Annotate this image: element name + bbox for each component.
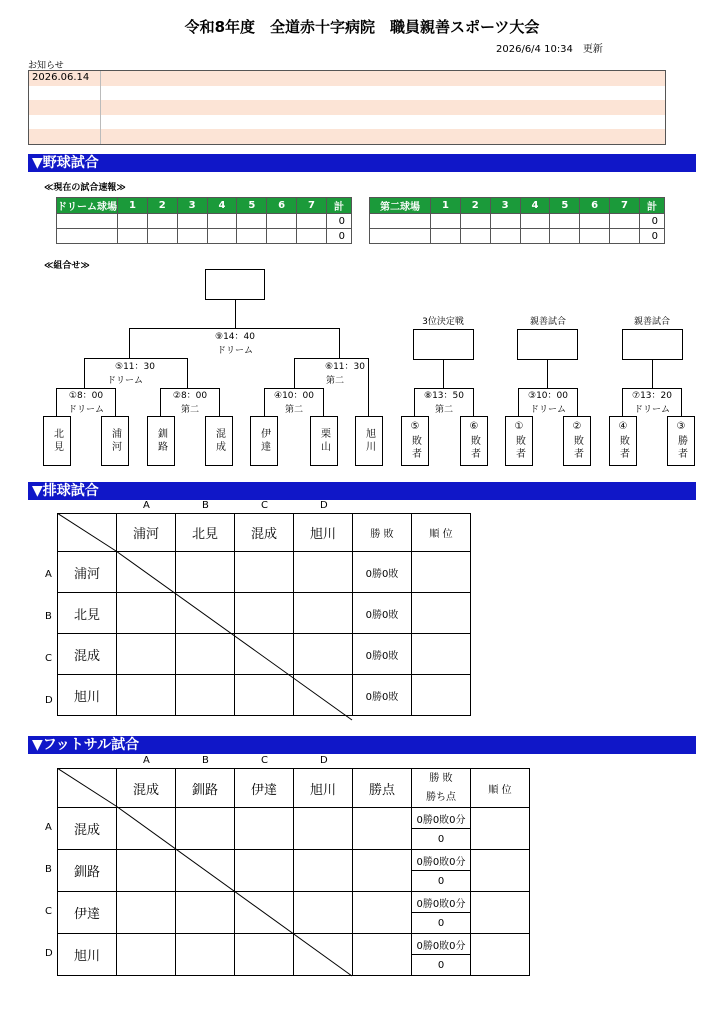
table-row: 伊達 0勝0敗0分 — [58, 892, 530, 913]
table-row: 旭川 0勝0敗0分 — [58, 934, 530, 955]
table-row: 旭川 0勝0敗 — [58, 675, 471, 716]
game-4-venue: 第二 — [284, 405, 303, 415]
field-name: ドリーム球場 — [57, 198, 118, 214]
team-urakawa: 浦河 — [101, 416, 129, 466]
champion-box — [205, 269, 265, 300]
table-row: 北見 0勝0敗 — [58, 593, 471, 634]
team-kitami: 北見 — [43, 416, 71, 466]
futsal-diagonal-lines — [57, 768, 357, 980]
game-9-venue: ドリーム — [216, 346, 253, 356]
game-5-venue: ドリーム — [106, 376, 143, 386]
table-row: 混成 0勝0敗0分 — [58, 808, 530, 829]
team-loser-2: ②敗者 — [563, 416, 591, 466]
pairing-label: ≪組合せ≫ — [44, 261, 90, 271]
game-4-time: ④10：00 — [274, 391, 314, 401]
news-date: 2026.06.14 — [29, 71, 101, 86]
game-6-time: ⑥11：30 — [325, 362, 365, 372]
game-3-time: ③10：00 — [528, 391, 568, 401]
volleyball-diagonal-lines — [57, 513, 357, 723]
scoreboard-second: 第二球場 1 2 3 4 5 6 7 計 0 0 — [369, 197, 665, 244]
score-row: 0 — [370, 229, 665, 244]
game-6-venue: 第二 — [325, 376, 344, 386]
team-date: 伊達 — [250, 416, 278, 466]
news-box — [28, 70, 666, 145]
futsal-section-header: ▼フットサル試合 — [28, 736, 696, 754]
table-row: 釧路 0勝0敗0分 — [58, 850, 530, 871]
game-7-time: ⑦13：20 — [632, 391, 672, 401]
volleyball-section-header: ▼排球試合 — [28, 482, 696, 500]
news-row — [29, 115, 665, 130]
page-title: 令和8年度 全道赤十字病院 職員親善スポーツ大会 — [184, 18, 540, 36]
news-row — [29, 100, 665, 115]
game-5-time: ⑤11：30 — [115, 362, 155, 372]
score-row: 0 — [370, 214, 665, 229]
game-8-time: ⑧13：50 — [424, 391, 464, 401]
scoreboard-dream: ドリーム球場 1 2 3 4 5 6 7 計 0 0 — [56, 197, 352, 244]
game-9-time: ⑨14：40 — [215, 332, 255, 342]
field-name: 第二球場 — [370, 198, 431, 214]
game-1-time: ①8：00 — [68, 391, 104, 401]
team-winner-3: ③勝者 — [667, 416, 695, 466]
friendly-2-box — [622, 329, 683, 360]
baseball-section-header: ▼野球試合 — [28, 154, 696, 172]
team-loser-4: ④敗者 — [609, 416, 637, 466]
volleyball-league-table: 浦河 北見 混成 旭川 勝 敗 順 位 浦河 0勝0敗 北見 0勝0敗 混成 0勝0敗 旭川 0勝0敗 — [57, 513, 471, 716]
score-row: 0 — [57, 229, 352, 244]
table-row: 混成 0勝0敗 — [58, 634, 471, 675]
news-label: お知らせ — [28, 61, 64, 71]
game-2-time: ②8：00 — [172, 391, 208, 401]
team-loser-6: ⑥敗者 — [460, 416, 488, 466]
team-kushiro: 釧路 — [147, 416, 175, 466]
game-3-venue: ドリーム — [529, 405, 566, 415]
friendly-1-title: 親善試合 — [529, 317, 566, 327]
team-asahikawa: 旭川 — [355, 416, 383, 466]
game-8-venue: 第二 — [434, 405, 453, 415]
live-score-label: ≪現在の試合速報≫ — [44, 183, 126, 193]
game-7-venue: ドリーム — [633, 405, 670, 415]
third-place-title: 3位決定戦 — [422, 317, 464, 327]
team-loser-5: ⑤敗者 — [401, 416, 429, 466]
team-loser-1: ①敗者 — [505, 416, 533, 466]
game-1-venue: ドリーム — [67, 405, 104, 415]
news-row — [29, 71, 665, 86]
updated-timestamp: 2026/6/4 10:34 更新 — [496, 44, 603, 55]
news-row — [29, 86, 665, 101]
third-place-box — [413, 329, 474, 360]
friendly-2-title: 親善試合 — [633, 317, 670, 327]
futsal-league-table: 混成 釧路 伊達 旭川 勝点 勝 敗 勝ち点 順 位 混成 0勝0敗0分 0 釧路 0勝0敗0分 0 伊達 0勝0敗0分 0 旭川 0勝0敗0分 0 — [57, 768, 530, 976]
game-2-venue: 第二 — [180, 405, 199, 415]
table-row: 浦河 0勝0敗 — [58, 552, 471, 593]
score-row: 0 — [57, 214, 352, 229]
friendly-1-box — [517, 329, 578, 360]
news-row — [29, 129, 665, 144]
team-kuriyama: 栗山 — [310, 416, 338, 466]
team-konsei: 混成 — [205, 416, 233, 466]
